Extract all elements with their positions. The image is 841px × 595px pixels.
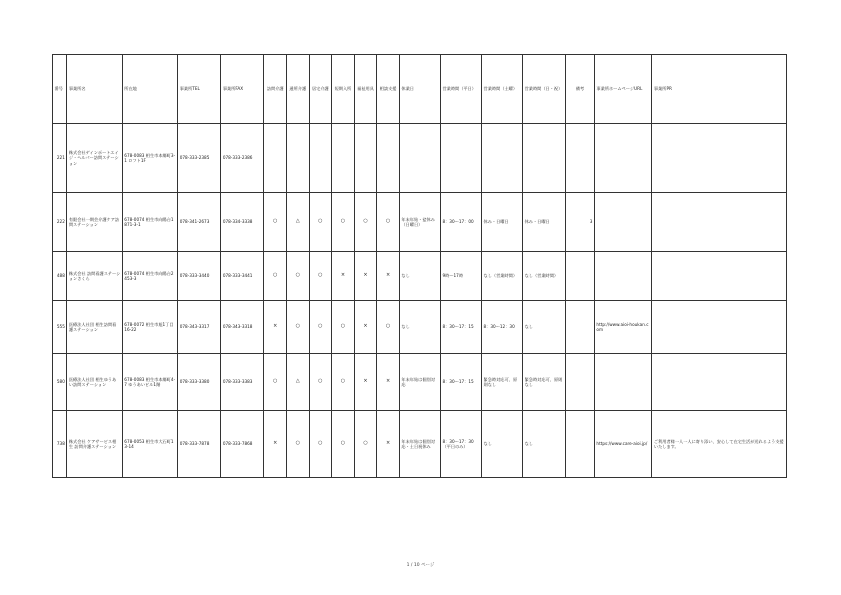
cell-svc6: ○ bbox=[377, 193, 400, 252]
header-no: 番号 bbox=[53, 55, 67, 124]
cell-svc6 bbox=[377, 124, 400, 193]
cell-svc1 bbox=[264, 124, 287, 193]
cell-url[interactable] bbox=[594, 124, 651, 193]
header-svc2: 通所介護 bbox=[287, 55, 310, 124]
cell-holiday: 年末年始・盆休み（日曜日） bbox=[399, 193, 440, 252]
cell-svc2: ○ bbox=[287, 301, 310, 354]
cell-svc1: × bbox=[264, 411, 287, 478]
cell-address: 678-0083 相生市本郷町3-1 ロフト1F bbox=[122, 124, 177, 193]
cell-tel: 078-333-3380 bbox=[178, 354, 221, 411]
cell-svc1: ○ bbox=[264, 354, 287, 411]
cell-svc2: ○ bbox=[287, 252, 310, 301]
cell-pr bbox=[652, 301, 787, 354]
cell-hours-weekday: 8：30～17：15 bbox=[440, 354, 481, 411]
cell-pr bbox=[652, 354, 787, 411]
cell-name: 株式会社 ケアサービス相生 訪問介護ステーション bbox=[67, 411, 122, 478]
cell-svc3 bbox=[309, 124, 332, 193]
cell-pr bbox=[652, 193, 787, 252]
cell-svc4: ○ bbox=[332, 354, 355, 411]
cell-svc3: ○ bbox=[309, 354, 332, 411]
table-row bbox=[53, 354, 787, 411]
cell-tel: 078-333-3440 bbox=[178, 252, 221, 301]
header-address: 所在地 bbox=[122, 55, 177, 124]
cell-svc4: ○ bbox=[332, 193, 355, 252]
header-hours-weekday: 営業時間（平日） bbox=[440, 55, 481, 124]
header-holiday: 休業日 bbox=[399, 55, 440, 124]
header-pr: 事業所PR bbox=[652, 55, 787, 124]
header-svc3: 居宅介護 bbox=[309, 55, 332, 124]
cell-pr bbox=[652, 252, 787, 301]
cell-holiday: 年末年始は個別対応・土日祝休み bbox=[399, 411, 440, 478]
table-row bbox=[53, 252, 787, 301]
cell-svc5: × bbox=[354, 354, 377, 411]
cell-no: 222 bbox=[53, 193, 67, 252]
cell-name: 有限会社一期会介護ケア訪問ステーション bbox=[67, 193, 122, 252]
cell-svc5 bbox=[354, 124, 377, 193]
cell-hours-sun: なし bbox=[523, 411, 566, 478]
cell-svc3: ○ bbox=[309, 252, 332, 301]
document-sheet bbox=[52, 54, 787, 491]
cell-svc2: △ bbox=[287, 354, 310, 411]
header-svc6: 相談支援 bbox=[377, 55, 400, 124]
cell-svc5: × bbox=[354, 301, 377, 354]
cell-extra bbox=[566, 301, 595, 354]
header-svc4: 短期入所 bbox=[332, 55, 355, 124]
cell-hours-sat: 8：30～12：30 bbox=[482, 301, 523, 354]
cell-hours-weekday: 8：30～17：30（平日のみ） bbox=[440, 411, 481, 478]
cell-url[interactable] bbox=[594, 252, 651, 301]
cell-svc2: △ bbox=[287, 193, 310, 252]
cell-svc6: × bbox=[377, 252, 400, 301]
cell-address: 678-0074 相生市向陽台1871-3-1 bbox=[122, 193, 177, 252]
cell-extra bbox=[566, 124, 595, 193]
page-footer: 1 / 10 ページ bbox=[406, 563, 435, 568]
cell-no: 221 bbox=[53, 124, 67, 193]
header-svc5: 福祉用具 bbox=[354, 55, 377, 124]
cell-no: 555 bbox=[53, 301, 67, 354]
cell-hours-sun bbox=[523, 124, 566, 193]
cell-svc3: ○ bbox=[309, 301, 332, 354]
cell-hours-sun: なし bbox=[523, 301, 566, 354]
cell-address: 678-0072 相生市旭1丁目16-22 bbox=[122, 301, 177, 354]
cell-fax: 078-343-3318 bbox=[221, 301, 264, 354]
cell-url[interactable]: https://www.care-aioi.jp/ bbox=[594, 411, 651, 478]
cell-no: 738 bbox=[53, 411, 67, 478]
header-url: 事業所ホームページURL bbox=[594, 55, 651, 124]
header-fax: 事業所FAX bbox=[221, 55, 264, 124]
table-row bbox=[53, 193, 787, 252]
cell-address: 678-0074 相生市向陽台2453-3 bbox=[122, 252, 177, 301]
cell-tel: 078-341-2673 bbox=[178, 193, 221, 252]
cell-hours-sun: なし（営業時間） bbox=[523, 252, 566, 301]
cell-holiday: 年末年始は個別対応 bbox=[399, 354, 440, 411]
cell-no: 488 bbox=[53, 252, 67, 301]
cell-svc4 bbox=[332, 124, 355, 193]
cell-svc4: ○ bbox=[332, 301, 355, 354]
cell-svc1: × bbox=[264, 301, 287, 354]
cell-fax: 078-334-3338 bbox=[221, 193, 264, 252]
table-row bbox=[53, 301, 787, 354]
cell-fax: 078-333-7868 bbox=[221, 411, 264, 478]
cell-holiday: なし bbox=[399, 252, 440, 301]
cell-name: 医療法人社団 相生訪問看護ステーション bbox=[67, 301, 122, 354]
cell-extra bbox=[566, 354, 595, 411]
cell-hours-weekday bbox=[440, 124, 481, 193]
header-tel: 事業所TEL bbox=[178, 55, 221, 124]
cell-pr bbox=[652, 124, 787, 193]
cell-holiday bbox=[399, 124, 440, 193]
cell-address: 678-0053 相生市大石町13-14 bbox=[122, 411, 177, 478]
cell-fax: 078-333-3383 bbox=[221, 354, 264, 411]
cell-hours-sun: 緊急時対応可、原則なし bbox=[523, 354, 566, 411]
cell-svc2: ○ bbox=[287, 411, 310, 478]
cell-hours-weekday: 8：30～17：00 bbox=[440, 193, 481, 252]
cell-tel: 078-333-2385 bbox=[178, 124, 221, 193]
header-row bbox=[53, 55, 787, 124]
cell-fax: 078-333-3441 bbox=[221, 252, 264, 301]
cell-extra bbox=[566, 252, 595, 301]
cell-svc6: ○ bbox=[377, 301, 400, 354]
cell-holiday: なし bbox=[399, 301, 440, 354]
cell-hours-sat: なし bbox=[482, 411, 523, 478]
cell-svc1: ○ bbox=[264, 252, 287, 301]
cell-tel: 078-333-7878 bbox=[178, 411, 221, 478]
cell-name: 医療法人社団 相生ゆうあい訪問ステーション bbox=[67, 354, 122, 411]
cell-svc1: ○ bbox=[264, 193, 287, 252]
cell-hours-sat: 緊急時対応可、原則なし bbox=[482, 354, 523, 411]
cell-svc5: ○ bbox=[354, 411, 377, 478]
cell-hours-sat bbox=[482, 124, 523, 193]
header-hours-sun: 営業時間（日・祝） bbox=[523, 55, 566, 124]
cell-svc5: ○ bbox=[354, 193, 377, 252]
cell-no: 580 bbox=[53, 354, 67, 411]
header-name: 事業所名 bbox=[67, 55, 122, 124]
cell-svc5: × bbox=[354, 252, 377, 301]
cell-svc3: ○ bbox=[309, 411, 332, 478]
table-row bbox=[53, 411, 787, 478]
cell-url[interactable] bbox=[594, 354, 651, 411]
table-row bbox=[53, 124, 787, 193]
cell-name: 株式会社ゲインポートエイジ・ヘルパー訪問ステーション bbox=[67, 124, 122, 193]
cell-extra: 3 bbox=[566, 193, 595, 252]
cell-svc6: × bbox=[377, 354, 400, 411]
header-extra: 備考 bbox=[566, 55, 595, 124]
cell-fax: 078-333-2386 bbox=[221, 124, 264, 193]
cell-hours-sat: なし（営業時間） bbox=[482, 252, 523, 301]
header-svc1: 訪問介護 bbox=[264, 55, 287, 124]
cell-url[interactable]: http://www.aioi-houkan.com bbox=[594, 301, 651, 354]
cell-hours-sun: 休み・日曜日 bbox=[523, 193, 566, 252]
header-hours-sat: 営業時間（土曜） bbox=[482, 55, 523, 124]
cell-tel: 078-343-3317 bbox=[178, 301, 221, 354]
cell-hours-sat: 休み・日曜日 bbox=[482, 193, 523, 252]
cell-svc2 bbox=[287, 124, 310, 193]
cell-hours-weekday: 8：30～17：15 bbox=[440, 301, 481, 354]
cell-address: 678-0083 相生市本郷町4-7 ゆうあいビル1階 bbox=[122, 354, 177, 411]
cell-svc4: ○ bbox=[332, 411, 355, 478]
cell-pr: ご利用者様一人一人に寄り添い、安心して在宅生活が送れるよう支援いたします。 bbox=[652, 411, 787, 478]
cell-name: 株式会社 訪問看護ステーションさくら bbox=[67, 252, 122, 301]
cell-extra bbox=[566, 411, 595, 478]
cell-url[interactable] bbox=[594, 193, 651, 252]
cell-svc4: × bbox=[332, 252, 355, 301]
facility-table bbox=[52, 54, 787, 478]
cell-hours-weekday: 9時～17時 bbox=[440, 252, 481, 301]
cell-svc3: ○ bbox=[309, 193, 332, 252]
cell-svc6: × bbox=[377, 411, 400, 478]
